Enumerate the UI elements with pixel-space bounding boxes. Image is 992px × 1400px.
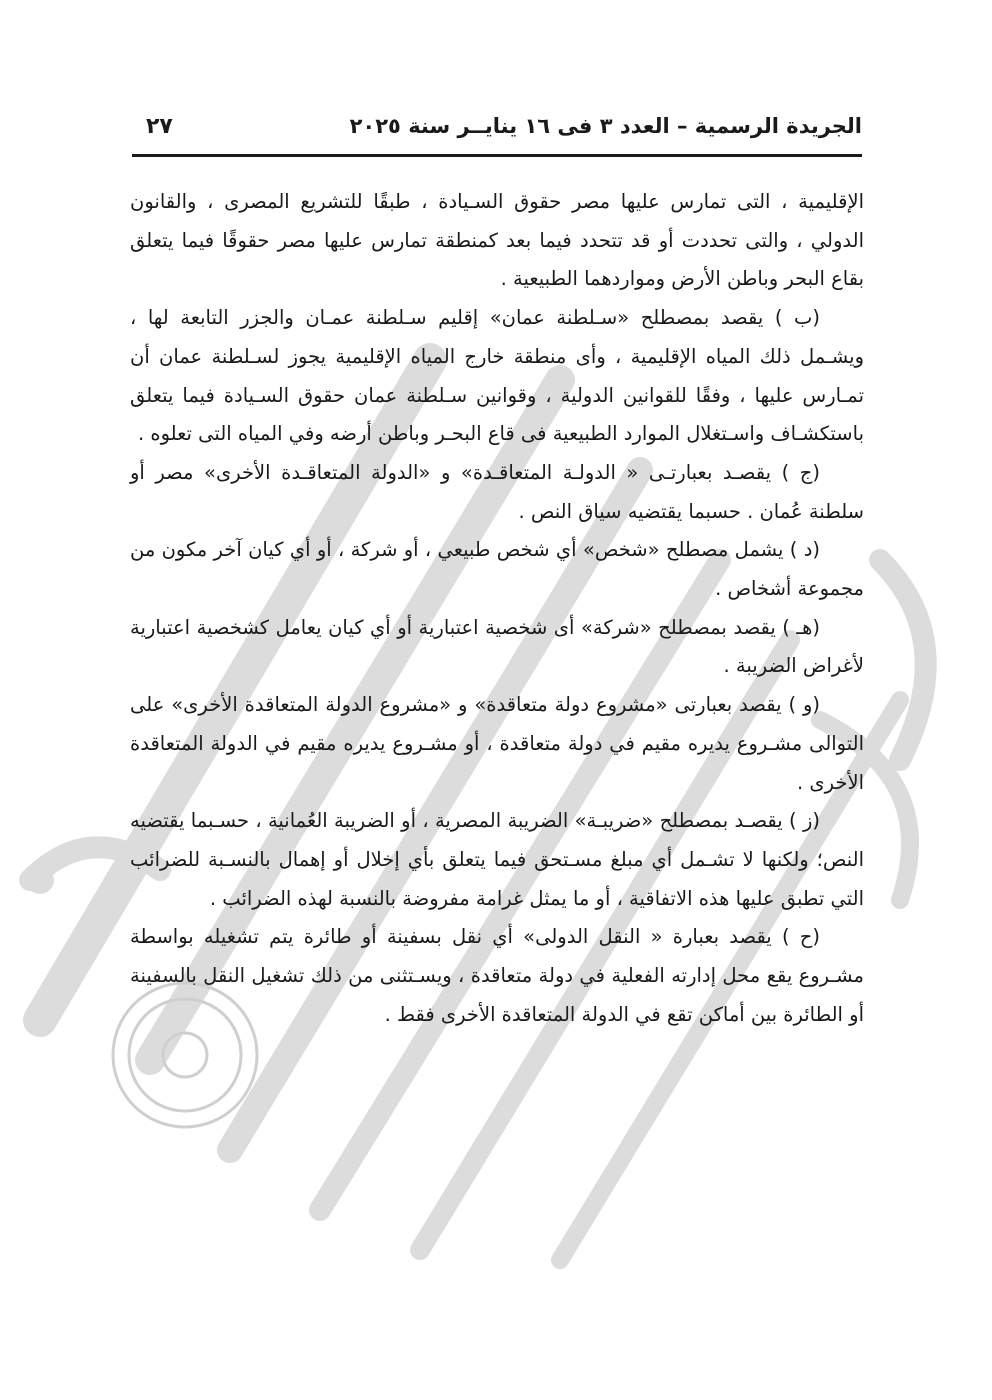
paragraph-z: (ز ) يقصـد بمصطلح «ضريبـة» الضريبة المصرية ، أو الضريبة العُمانية ، حسـبما يقتضيه النص؛ ولكنها لا تشـمل أي مبلغ مسـتحق فيما يتعلق بأي إخلال أو إهمال بالنسـبة للضرائب التي تطبق عليها هذه الاتفاقية ، أو ما يمثل غرامة مفروضة بالنسبة لهذه الضرائب . <box>130 809 864 910</box>
page-number: ٢٧ <box>146 114 173 139</box>
document-body <box>130 183 864 1034</box>
header-rule <box>132 154 862 157</box>
paragraph-h2: (ح ) يقصد بعبارة « النقل الدولى» أي نقل بسفينة أو طائرة يتم تشغيله بواسطة مشـروع يقع محل إدارته الفعلية في دولة متعاقدة ، ويسـتثنى من ذلك تشغيل النقل بالسفينة أو الطائرة بين أماكن تقع في الدولة المتعاقدة الأخرى فقط . <box>130 925 864 1026</box>
paragraph-continuation: الإقليمية ، التى تمارس عليها مصر حقوق السـيادة ، طبقًا للتشريع المصرى ، والقانون الدولي ، والتى تحددت أو قد تتحدد فيما بعد كمنطقة تمارس عليها مصر حقوقًا فيما يتعلق بقاع البحر وباطن الأرض ومواردهما الطبيعية . <box>130 190 864 291</box>
paragraph-j: (ج ) يقصـد بعبارتـى « الدولـة المتعاقـدة» و «الدولة المتعاقـدة الأخرى» مصر أو سلطنة عُمان . حسبما يقتضيه سياق النص . <box>130 460 864 523</box>
paragraph-d: (د ) يشمل مصطلح «شخص» أي شخص طبيعي ، أو شركة ، أو أي كيان آخر مكون من مجموعة أشخاص . <box>130 538 864 601</box>
paragraph-w: (و ) يقصد بعبارتى «مشروع دولة متعاقدة» و «مشروع الدولة المتعاقدة الأخرى» على التوالى مشـروع يديره مقيم في دولة متعاقدة ، أو مشـروع يديره مقيم في الدولة المتعاقدة الأخرى . <box>130 693 864 794</box>
journal-header-title: الجريدة الرسمية – العدد ٣ فى ١٦ ينايــر سنة ٢٠٢٥ <box>349 114 862 138</box>
paragraph-h: (هـ ) يقصد بمصطلح «شركة» أى شخصية اعتبارية أو أي كيان يعامل كشخصية اعتبارية لأغراض الضريبة . <box>130 615 864 678</box>
page-header <box>132 112 862 152</box>
paragraph-b: (ب ) يقصد بمصطلح «سـلطنة عمان» إقليم سـلطنة عمـان والجزر التابعة لها ، ويشـمل ذلك المياه الإقليمية ، وأى منطقة خارج المياه الإقليمية يجوز لسـلطنة عمان أن تمـارس عليها ، وفقًا للقوانين الدولية ، وقوانين سـلطنة عمان حقوق السـيادة فيما يتعلق باستكشـاف واسـتغلال الموارد الطبيعية فى قاع البحـر وباطن أرضه وفي المياه التى تعلوه . <box>130 306 864 446</box>
